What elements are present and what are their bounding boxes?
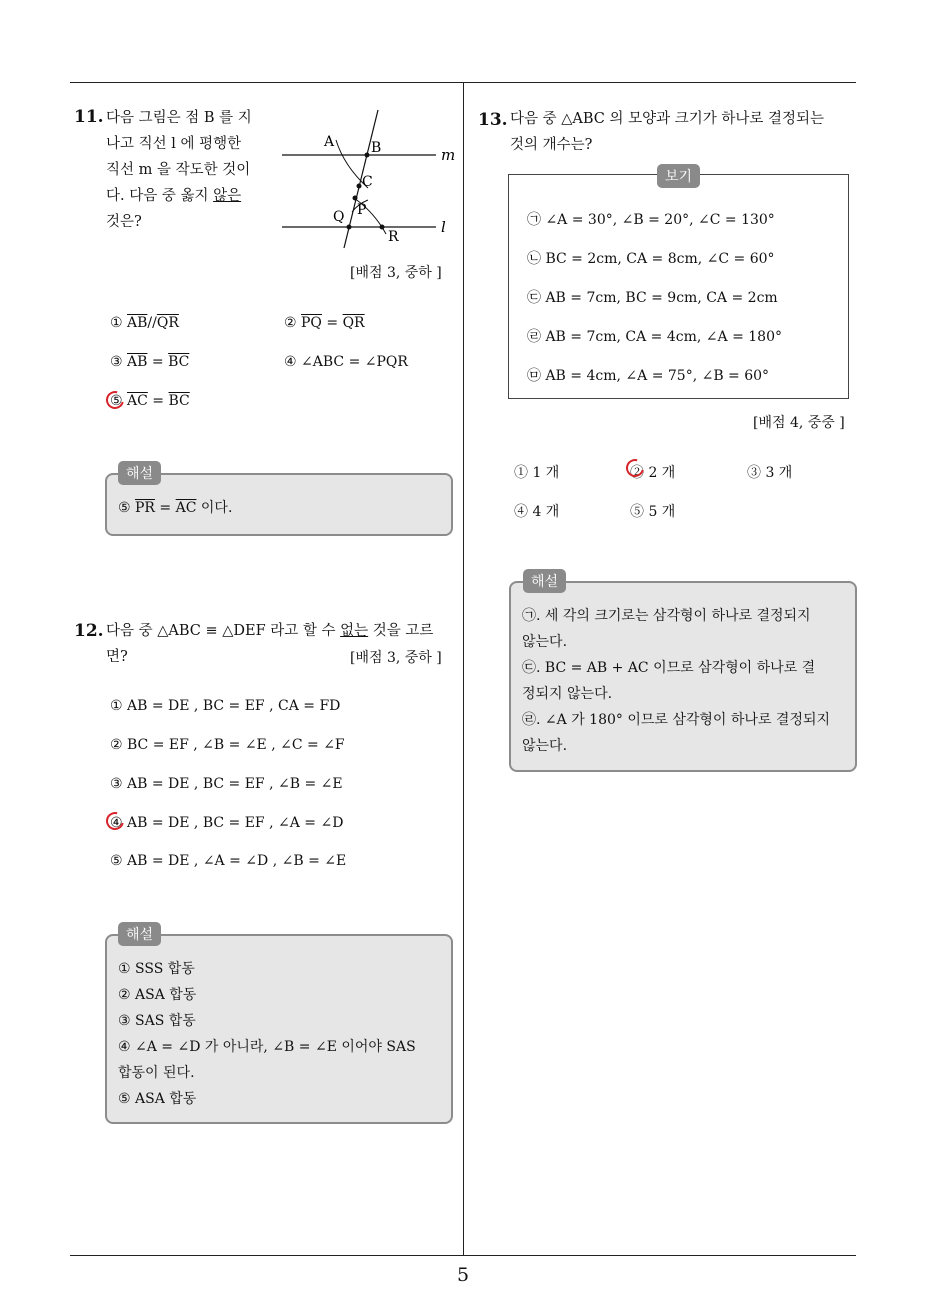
q12-explanation-title: 해설 <box>118 922 161 946</box>
q13-option-4[interactable]: ④ 4 개 <box>514 504 560 520</box>
segment: $\overline{PR}$ <box>135 500 155 516</box>
label-A: A <box>324 134 335 150</box>
q12-option-5[interactable]: ⑤ AB = DE , ∠A = ∠D , ∠B = ∠E <box>110 853 347 869</box>
q12-explanation-line: ② ASA 합동 <box>118 987 197 1003</box>
q13-explanation-line: 않는다. <box>522 738 568 754</box>
q12-line: 다음 중 △ABC ≡ △DEF 라고 할 수 <box>106 623 341 639</box>
q13-explanation-box <box>509 581 857 772</box>
q11-score: [배점 3, 중하 ] <box>350 265 442 281</box>
q11-line: 것은? <box>106 214 142 230</box>
q13-line: 다음 중 △ABC 의 모양과 크기가 하나로 결정되는 <box>510 111 825 127</box>
label-B: B <box>371 140 382 156</box>
q12-line: 면? <box>106 649 128 665</box>
q13-option-2[interactable]: ② 2 개 <box>630 465 676 481</box>
q12-explanation-line: ③ SAS 합동 <box>118 1013 196 1029</box>
q13-explanation-title: 해설 <box>523 569 566 593</box>
q12-explanation-line: ① SSS 합동 <box>118 961 195 977</box>
q13-explanation-line: ㉢. BC = AB + AC 이므로 삼각형이 하나로 결 <box>522 660 816 676</box>
segment: $\overline{AC}$ <box>175 500 197 516</box>
q11-line: 직선 m 을 작도한 것이 <box>106 162 251 178</box>
label-R: R <box>388 229 399 245</box>
q11-line: 다음 그림은 점 B 를 지 <box>106 110 252 126</box>
q13-explanation-line: ㉣. ∠A 가 180° 이므로 삼각형이 하나로 결정되지 <box>522 712 831 728</box>
segment: $\overline{BC}$ <box>168 393 190 409</box>
question-11-text <box>106 105 266 235</box>
q13-bogi-title: 보기 <box>657 164 700 188</box>
q13-explanation-line: 않는다. <box>522 634 568 650</box>
q13-option-5[interactable]: ⑤ 5 개 <box>630 504 676 520</box>
bogi-item-2: ㉡ BC = 2cm, CA = 8cm, ∠C = 60° <box>527 251 775 267</box>
q11-option-1[interactable] <box>110 315 179 331</box>
label-m: m <box>441 146 456 164</box>
opt-marker: ⑤ <box>118 500 131 516</box>
q13-explanation-line: ㉠. 세 각의 크기로는 삼각형이 하나로 결정되지 <box>522 608 811 624</box>
q11-explanation-title: 해설 <box>118 461 161 485</box>
relation: = <box>147 354 169 370</box>
opt-marker: ② <box>284 315 297 331</box>
segment: $\overline{QR}$ <box>342 315 365 331</box>
bogi-item-3: ㉢ AB = 7cm, BC = 9cm, CA = 2cm <box>527 290 778 306</box>
q12-option-2[interactable]: ② BC = EF , ∠B = ∠E , ∠C = ∠F <box>110 737 345 753</box>
opt-marker: ⑤ <box>110 393 123 409</box>
segment: $\overline{PQ}$ <box>301 315 322 331</box>
q12-option-1[interactable]: ① AB = DE , BC = EF , CA = FD <box>110 698 341 714</box>
label-P: P <box>357 202 367 218</box>
question-11-number: 11. <box>74 107 104 127</box>
q12-option-4[interactable]: ④ AB = DE , BC = EF , ∠A = ∠D <box>110 815 344 831</box>
opt-marker: ① <box>110 315 123 331</box>
relation: // <box>147 315 157 331</box>
q13-explanation-line: 정되지 않는다. <box>522 686 613 702</box>
q13-line: 것의 개수는? <box>510 137 593 153</box>
q12-line: 것을 고르 <box>368 623 434 639</box>
q11-option-3[interactable] <box>110 354 189 370</box>
q11-option-4[interactable] <box>284 354 408 370</box>
explanation-tail: 이다. <box>196 500 233 516</box>
q13-option-1[interactable]: ① 1 개 <box>514 465 560 481</box>
relation: = <box>147 393 169 409</box>
q12-underlined-word: 없는 <box>340 623 369 639</box>
opt-marker: ③ <box>110 354 123 370</box>
label-Q: Q <box>333 209 345 225</box>
segment: $\overline{AB}$ <box>127 354 148 370</box>
q12-explanation-line: 합동이 된다. <box>118 1065 195 1081</box>
parallel-construction-figure <box>278 108 458 258</box>
segment: $\overline{QR}$ <box>156 315 179 331</box>
bogi-item-1: ㉠ ∠A = 30°, ∠B = 20°, ∠C = 130° <box>527 212 775 228</box>
column-divider <box>463 83 464 1256</box>
segment: $\overline{AB}$ <box>127 315 148 331</box>
q11-option-2[interactable] <box>284 315 365 331</box>
q13-bogi-box <box>508 174 849 399</box>
label-C: C <box>362 174 373 190</box>
segment: $\overline{BC}$ <box>168 354 190 370</box>
q11-explanation-text <box>118 497 232 517</box>
q11-line: 다. 다음 중 옳지 <box>106 188 214 204</box>
q12-explanation-line: ④ ∠A = ∠D 가 아니라, ∠B = ∠E 이어야 SAS <box>118 1039 416 1055</box>
q11-underlined-word: 않은 <box>213 188 242 204</box>
relation: = <box>321 315 343 331</box>
question-12-number: 12. <box>74 621 104 641</box>
q12-explanation-line: ⑤ ASA 합동 <box>118 1091 197 1107</box>
segment: $\overline{AC}$ <box>127 393 148 409</box>
q12-explanation-box <box>105 934 453 1124</box>
bogi-item-4: ㉣ AB = 7cm, CA = 4cm, ∠A = 180° <box>527 329 782 345</box>
q12-option-3[interactable]: ③ AB = DE , BC = EF , ∠B = ∠E <box>110 776 343 792</box>
q12-score: [배점 3, 중하 ] <box>350 650 442 666</box>
relation: = <box>154 500 176 516</box>
bogi-item-5: ㉤ AB = 4cm, ∠A = 75°, ∠B = 60° <box>527 368 770 384</box>
relation: ∠ABC = ∠PQR <box>301 354 408 370</box>
page-number: 5 <box>456 1264 470 1286</box>
question-13-number: 13. <box>478 110 508 130</box>
opt-marker: ④ <box>284 354 297 370</box>
q11-line: 나고 직선 l 에 평행한 <box>106 136 242 152</box>
question-13-text <box>510 106 860 158</box>
label-l: l <box>441 218 446 236</box>
q13-score: [배점 4, 중중 ] <box>753 415 845 431</box>
q13-option-3[interactable]: ③ 3 개 <box>747 465 793 481</box>
